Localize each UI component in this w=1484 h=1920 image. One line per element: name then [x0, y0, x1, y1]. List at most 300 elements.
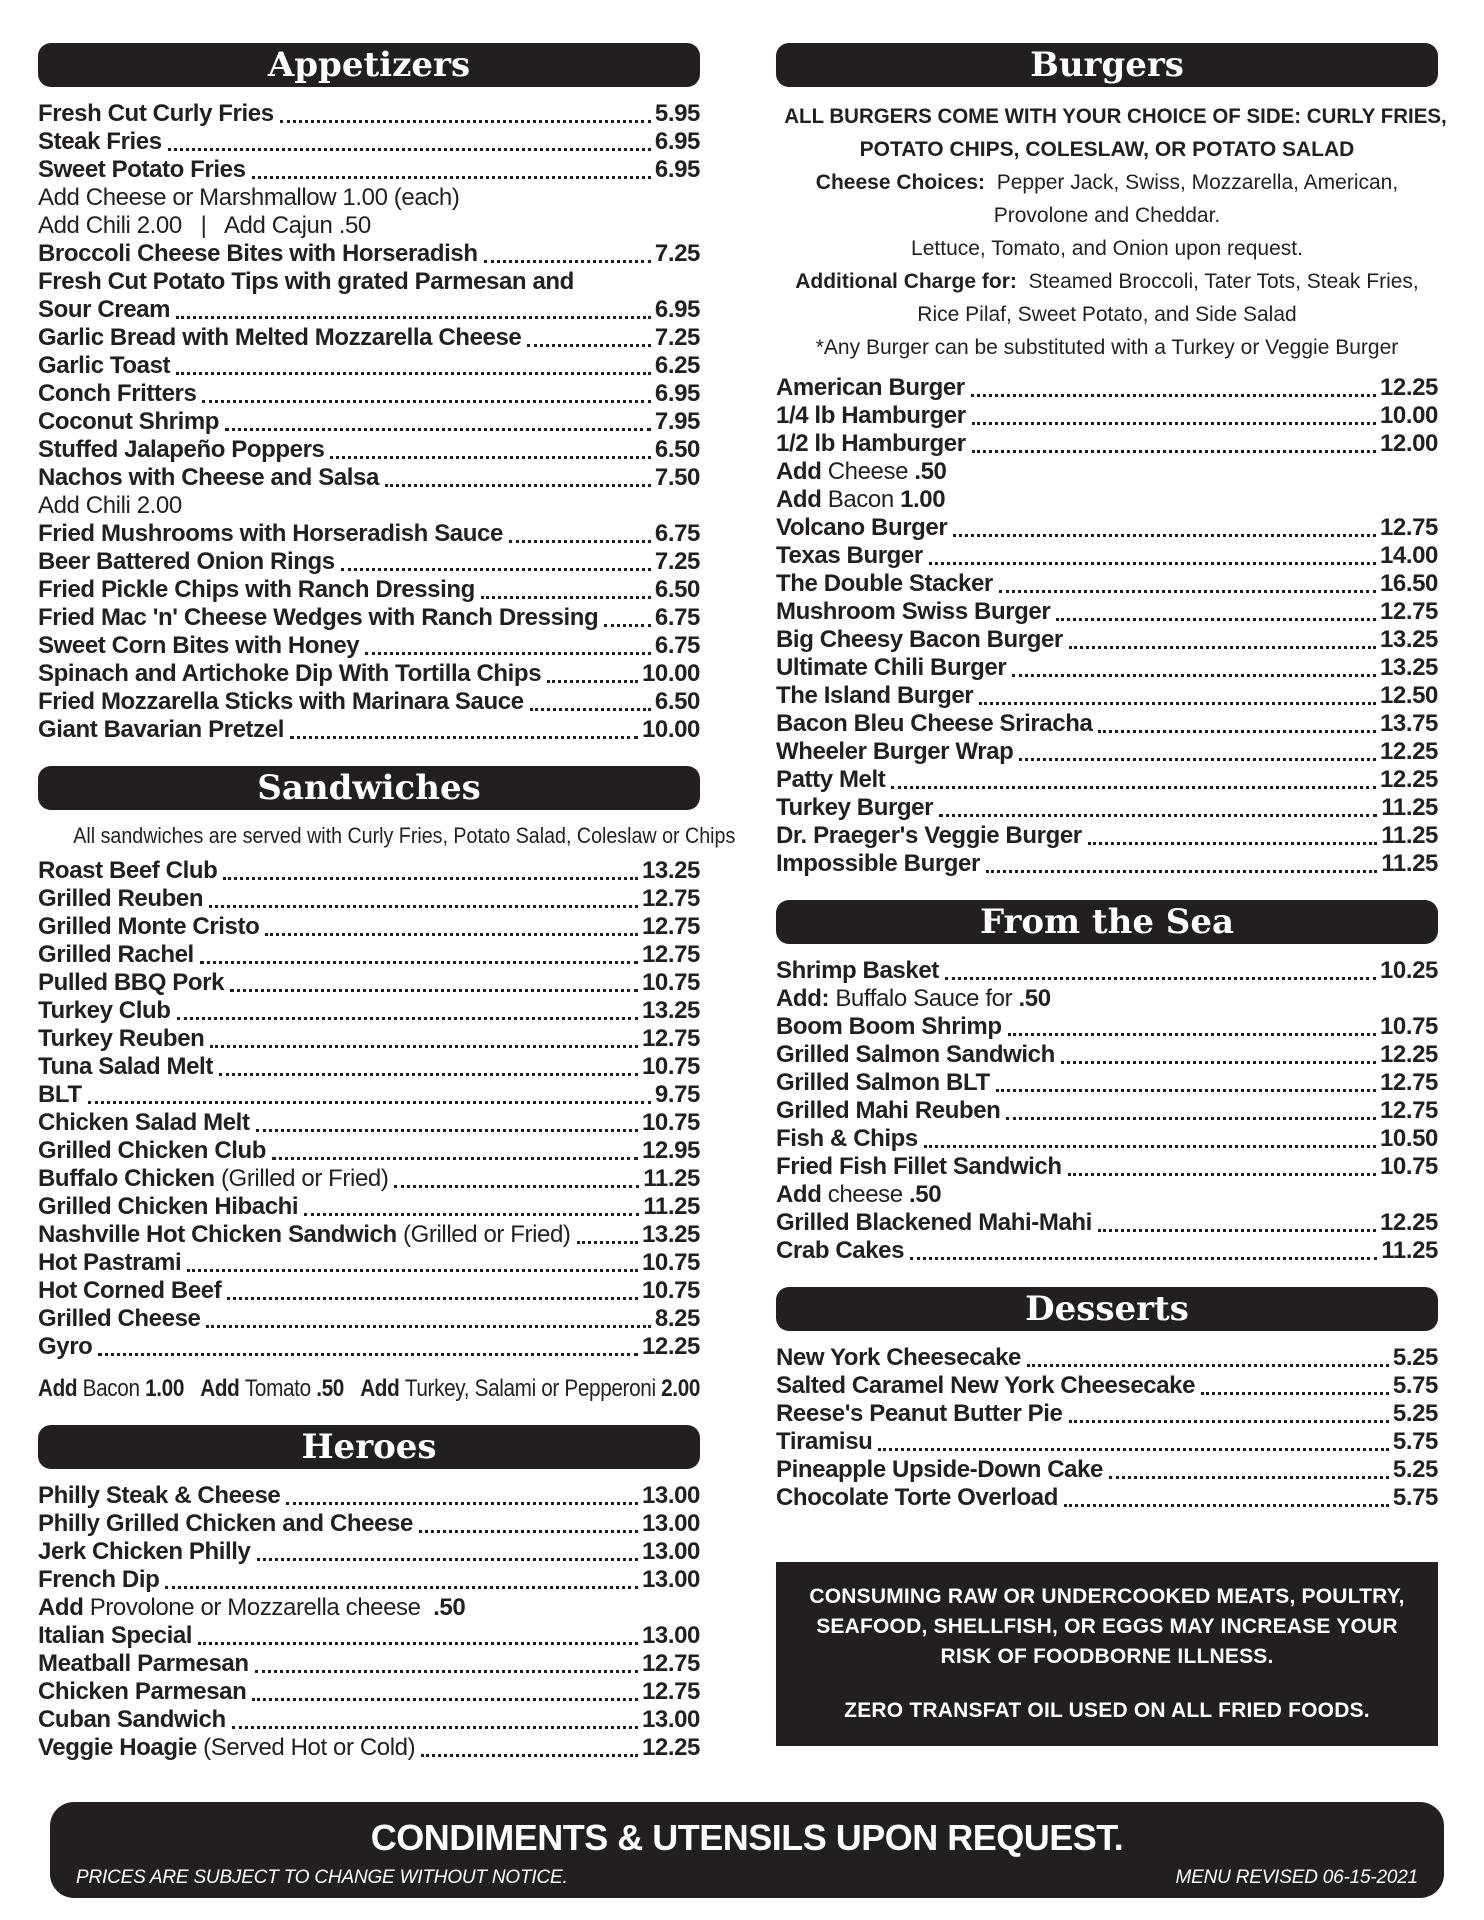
item-name — [38, 997, 171, 1025]
item-price: 13.25 — [1379, 626, 1438, 653]
item-price: 8.25 — [654, 1305, 700, 1332]
dot-leader — [198, 1642, 638, 1645]
menu-item-row — [38, 408, 700, 436]
dot-leader — [419, 1530, 638, 1533]
menu-note-row — [776, 458, 1438, 486]
menu-item-row — [776, 822, 1438, 850]
right-column — [776, 43, 1447, 1762]
item-name — [38, 660, 541, 688]
item-name — [776, 514, 947, 542]
dot-leader — [878, 1448, 1388, 1451]
footer-bar — [50, 1802, 1444, 1898]
item-name — [776, 598, 1050, 626]
dot-leader — [206, 1325, 650, 1328]
item-price: 5.75 — [1392, 1428, 1438, 1455]
text-segment: Hot Corned Beef — [38, 1277, 222, 1304]
item-price: 6.75 — [654, 632, 700, 659]
text-segment: Add: — [776, 985, 836, 1012]
item-price: 12.25 — [1379, 374, 1438, 401]
item-name — [38, 1053, 213, 1081]
item-name — [776, 766, 885, 794]
text-segment: Hot Pastrami — [38, 1249, 182, 1276]
item-name — [38, 1305, 200, 1333]
dot-leader — [272, 1157, 638, 1160]
section-desserts — [776, 1287, 1438, 1512]
menu-item-row — [776, 430, 1438, 458]
menu-item-row — [776, 374, 1438, 402]
dot-leader — [421, 1754, 638, 1757]
section-rows — [38, 100, 700, 744]
menu-item-row — [38, 1109, 700, 1137]
item-name — [776, 1069, 990, 1097]
text-segment: Volcano Burger — [776, 514, 948, 541]
menu-item-row — [776, 1041, 1438, 1069]
item-name — [38, 128, 162, 156]
section-burgers — [776, 43, 1447, 878]
text-segment: Dr. Praeger's Veggie Burger — [776, 822, 1082, 849]
item-price: 6.95 — [654, 380, 700, 407]
item-price: 6.50 — [654, 576, 700, 603]
menu-note-row — [776, 1181, 1438, 1209]
text-segment: Grilled Chicken Hibachi — [38, 1193, 299, 1220]
item-name — [38, 324, 521, 352]
dot-leader — [1109, 1476, 1389, 1479]
item-name — [38, 352, 170, 380]
menu-item-row — [38, 1538, 700, 1566]
menu-item-row — [776, 682, 1438, 710]
menu-item-row — [776, 1209, 1438, 1237]
dot-leader — [394, 1185, 639, 1188]
dot-leader — [265, 933, 638, 936]
dot-leader — [999, 590, 1376, 593]
text-segment: Add Chili 2.00 — [38, 492, 182, 519]
dot-leader — [953, 534, 1376, 537]
menu-item-row — [776, 514, 1438, 542]
notice-line-text: ZERO TRANSFAT OIL USED ON ALL FRIED FOODS. — [844, 1699, 1370, 1722]
item-name — [38, 1109, 250, 1137]
item-name — [776, 1237, 904, 1265]
notice-box — [776, 1562, 1438, 1746]
item-name — [776, 542, 923, 570]
item-name — [38, 969, 224, 997]
dot-leader — [929, 562, 1376, 565]
text-segment: Pineapple Upside-Down Cake — [776, 1456, 1104, 1483]
text-segment: Fresh Cut Potato Tips with grated Parmesan and — [38, 268, 574, 295]
section-sandwiches — [38, 766, 736, 1403]
item-price: 12.75 — [641, 1678, 700, 1705]
item-price: 10.75 — [641, 1053, 700, 1080]
item-name — [38, 296, 170, 324]
menu-item-row — [38, 464, 700, 492]
item-name — [38, 380, 196, 408]
dot-leader — [604, 624, 651, 627]
text-segment: 1/4 lb Hamburger — [776, 402, 966, 429]
info-line-text — [816, 166, 1398, 199]
item-name — [38, 1678, 246, 1706]
item-price: 5.25 — [1392, 1400, 1438, 1427]
section-heroes — [38, 1425, 700, 1762]
item-price: 6.95 — [654, 296, 700, 323]
menu-item-row — [38, 1221, 700, 1249]
item-name — [38, 1538, 251, 1566]
info-line — [776, 199, 1438, 232]
dot-leader — [939, 814, 1377, 817]
section-from-the-sea — [776, 900, 1438, 1265]
menu-note-row — [38, 1375, 700, 1403]
item-name — [38, 1025, 204, 1053]
menu-item-row — [776, 1484, 1438, 1512]
text-segment: .50 — [1018, 985, 1051, 1012]
menu-item-row — [776, 1069, 1438, 1097]
footer-title — [50, 1817, 1444, 1859]
footer-notes — [76, 1867, 1418, 1889]
text-segment: .50 — [316, 1375, 344, 1402]
item-price: 10.75 — [641, 969, 700, 996]
text-segment: Fried Mozzarella Sticks with Marinara Sauce — [38, 688, 524, 715]
item-price: 12.25 — [1379, 766, 1438, 793]
text-segment: The Double Stacker — [776, 570, 993, 597]
text-segment: Tuna Salad Melt — [38, 1053, 213, 1080]
item-name — [38, 1510, 413, 1538]
dot-leader — [924, 1145, 1376, 1148]
info-line — [776, 100, 1447, 133]
menu-item-row — [776, 402, 1438, 430]
dot-leader — [256, 1129, 638, 1132]
text-segment: Beer Battered Onion Rings — [38, 548, 335, 575]
note-text — [776, 458, 947, 486]
dot-leader — [945, 977, 1376, 980]
text-segment: Mushroom Swiss Burger — [776, 598, 1051, 625]
item-name — [38, 1622, 192, 1650]
text-segment: Cheese Choices: — [815, 171, 986, 194]
item-price: 12.00 — [1379, 430, 1438, 457]
text-segment: Broccoli Cheese Bites with Horseradish — [38, 240, 478, 267]
footer-right-note: MENU REVISED 06-15-2021 — [1175, 1867, 1418, 1888]
menu-item-row — [776, 1372, 1438, 1400]
text-segment: The Island Burger — [776, 682, 974, 709]
menu-note-row — [38, 1594, 700, 1622]
text-segment: Impossible Burger — [776, 850, 980, 877]
menu-item-row — [38, 857, 700, 885]
item-price: 6.50 — [654, 688, 700, 715]
section-info — [776, 100, 1447, 364]
text-segment: Buffalo Sauce for — [835, 985, 1019, 1012]
text-segment: Tiramisu — [776, 1428, 873, 1455]
info-line — [776, 133, 1438, 166]
item-price: 12.75 — [641, 1650, 700, 1677]
text-segment: Stuffed Jalapeño Poppers — [38, 436, 325, 463]
item-price: 10.75 — [1379, 1013, 1438, 1040]
menu-item-row — [38, 1025, 700, 1053]
info-line — [776, 298, 1438, 331]
item-name — [38, 100, 274, 128]
item-price: 6.95 — [654, 156, 700, 183]
text-segment: Add — [38, 1375, 83, 1402]
item-price: 5.95 — [654, 100, 700, 127]
item-price: 7.25 — [654, 548, 700, 575]
text-segment: Grilled Cheese — [38, 1305, 201, 1332]
item-price: 12.75 — [641, 913, 700, 940]
item-name — [38, 156, 246, 184]
text-segment: Fresh Cut Curly Fries — [38, 100, 274, 127]
item-name — [776, 1153, 1062, 1181]
dot-leader — [1008, 1033, 1376, 1036]
item-name — [776, 654, 1006, 682]
item-name — [776, 1097, 1000, 1125]
dot-leader — [290, 736, 638, 739]
text-segment: 1/2 lb Hamburger — [776, 430, 966, 457]
dot-leader — [88, 1101, 651, 1104]
item-name — [38, 1165, 388, 1193]
dot-leader — [1098, 730, 1376, 733]
item-name — [38, 1249, 181, 1277]
item-name — [776, 570, 993, 598]
item-price: 7.95 — [654, 408, 700, 435]
text-segment: Pepper Jack, Swiss, Mozzarella, American, — [985, 171, 1399, 194]
notice-line — [800, 1696, 1414, 1726]
text-segment: Turkey Burger — [776, 794, 934, 821]
note-text — [776, 985, 1051, 1013]
dot-leader — [527, 344, 651, 347]
notice-line — [800, 1642, 1414, 1672]
note-text — [38, 268, 574, 296]
section-title: Burgers — [1030, 45, 1184, 85]
section-title: Heroes — [301, 1427, 437, 1467]
menu-item-row — [38, 1566, 700, 1594]
section-rows — [776, 1344, 1438, 1512]
menu-item-row — [776, 1344, 1438, 1372]
info-line — [776, 265, 1438, 298]
dot-leader — [280, 120, 651, 123]
footer-title-text: CONDIMENTS & UTENSILS UPON REQUEST. — [370, 1817, 1124, 1858]
dot-leader — [1068, 1173, 1376, 1176]
text-segment: Tomato — [244, 1375, 317, 1402]
dot-leader — [1012, 674, 1376, 677]
item-price: 10.00 — [641, 716, 700, 743]
item-price: 10.75 — [641, 1249, 700, 1276]
dot-leader — [996, 1089, 1376, 1092]
text-segment: 2.00 — [661, 1375, 701, 1402]
text-segment: Provolone and Cheddar. — [993, 204, 1221, 227]
item-name — [38, 1650, 249, 1678]
menu-item-row — [38, 1081, 700, 1109]
dot-leader — [509, 540, 651, 543]
dot-leader — [230, 989, 638, 992]
menu-item-row — [776, 850, 1438, 878]
item-name — [38, 941, 194, 969]
item-price: 5.75 — [1392, 1484, 1438, 1511]
text-segment: Nashville Hot Chicken Sandwich — [38, 1221, 404, 1248]
item-name — [776, 682, 973, 710]
item-name — [38, 520, 503, 548]
dot-leader — [385, 484, 651, 487]
menu-item-row — [776, 710, 1438, 738]
text-segment: French Dip — [38, 1566, 160, 1593]
text-segment: Fried Mac 'n' Cheese Wedges with Ranch Dressing — [38, 604, 599, 631]
item-price: 13.25 — [641, 1221, 700, 1248]
item-name — [38, 576, 475, 604]
text-segment: Grilled Reuben — [38, 885, 204, 912]
menu-item-row — [776, 738, 1438, 766]
menu-item-row — [38, 941, 700, 969]
menu-note-row — [776, 985, 1438, 1013]
menu-item-row — [38, 604, 700, 632]
dot-leader — [98, 1353, 638, 1356]
dot-leader — [972, 422, 1376, 425]
menu-note-row — [38, 184, 700, 212]
item-name — [38, 688, 524, 716]
item-price: 13.00 — [641, 1538, 700, 1565]
item-name — [38, 240, 478, 268]
section-header — [38, 43, 700, 87]
item-price: 13.00 — [641, 1706, 700, 1733]
section-rows — [776, 957, 1438, 1265]
text-segment: American Burger — [776, 374, 965, 401]
section-header — [776, 1287, 1438, 1331]
info-line-text — [860, 133, 1355, 166]
text-segment: *Any Burger can be substituted with a Turkey or Veggie Burger — [815, 336, 1399, 359]
menu-item-row — [38, 660, 700, 688]
item-name — [776, 374, 965, 402]
dot-leader — [1061, 1061, 1376, 1064]
menu-item-row — [38, 1333, 700, 1361]
item-price: 6.25 — [654, 352, 700, 379]
item-name — [38, 716, 284, 744]
menu-item-row — [776, 1237, 1438, 1265]
note-text — [38, 184, 459, 212]
item-price: 12.25 — [1379, 1041, 1438, 1068]
menu-item-row — [38, 1650, 700, 1678]
menu-item-row — [38, 1277, 700, 1305]
item-name — [38, 1482, 280, 1510]
item-price: 7.25 — [654, 324, 700, 351]
info-line-text — [784, 100, 1447, 133]
notice-paragraph — [800, 1582, 1414, 1672]
dot-leader — [209, 905, 638, 908]
text-segment: (Grilled or Fried) — [403, 1221, 571, 1248]
text-segment: Boom Boom Shrimp — [776, 1013, 1002, 1040]
item-name — [776, 794, 933, 822]
item-name — [38, 1566, 159, 1594]
item-name — [776, 957, 939, 985]
text-segment: Spinach and Artichoke Dip With Tortilla Chips — [38, 660, 542, 687]
item-name — [776, 1400, 1063, 1428]
item-name — [776, 1344, 1021, 1372]
notice-line — [800, 1612, 1414, 1642]
dot-leader — [252, 176, 651, 179]
menu-item-row — [776, 626, 1438, 654]
section-title: From the Sea — [979, 902, 1235, 942]
dot-leader — [577, 1241, 638, 1244]
item-price: 12.75 — [641, 885, 700, 912]
dot-leader — [252, 1698, 638, 1701]
section-header — [776, 43, 1438, 87]
text-segment: Philly Grilled Chicken and Cheese — [38, 1510, 413, 1537]
dot-leader — [484, 260, 651, 263]
item-price: 13.25 — [641, 857, 700, 884]
item-price: 14.00 — [1379, 542, 1438, 569]
item-price: 6.75 — [654, 520, 700, 547]
dot-leader — [223, 877, 638, 880]
item-price: 6.50 — [654, 436, 700, 463]
note-text — [776, 486, 945, 514]
dot-leader — [910, 1257, 1377, 1260]
menu-item-row — [38, 352, 700, 380]
text-segment: Reese's Peanut Butter Pie — [776, 1400, 1063, 1427]
text-segment: Philly Steak & Cheese — [38, 1482, 281, 1509]
text-segment: New York Cheesecake — [776, 1344, 1021, 1371]
dot-leader — [286, 1502, 638, 1505]
text-segment: Cuban Sandwich — [38, 1706, 226, 1733]
item-price: 11.25 — [643, 1193, 700, 1220]
text-segment: Ultimate Chili Burger — [776, 654, 1007, 681]
text-segment: Roast Beef Club — [38, 857, 218, 884]
item-price: 12.75 — [1379, 1097, 1438, 1124]
text-segment: cheese — [827, 1181, 909, 1208]
menu-item-row — [776, 1456, 1438, 1484]
text-segment: Garlic Bread with Melted Mozzarella Cheese — [38, 324, 522, 351]
notice-line-text: SEAFOOD, SHELLFISH, OR EGGS MAY INCREASE YOUR — [816, 1615, 1398, 1638]
item-price: 12.95 — [641, 1137, 700, 1164]
item-name — [38, 1137, 266, 1165]
menu-item-row — [38, 969, 700, 997]
dot-leader — [1201, 1392, 1389, 1395]
item-price: 13.00 — [641, 1566, 700, 1593]
dot-leader — [481, 596, 651, 599]
item-name — [776, 626, 1063, 654]
dot-leader — [202, 400, 650, 403]
text-segment: Sweet Potato Fries — [38, 156, 246, 183]
item-name — [38, 913, 259, 941]
item-price: 12.25 — [641, 1734, 700, 1761]
info-line — [776, 232, 1438, 265]
item-name — [38, 857, 217, 885]
dot-leader — [986, 870, 1377, 873]
text-segment: Patty Melt — [776, 766, 886, 793]
text-segment: Turkey, Salami or Pepperoni — [404, 1375, 662, 1402]
menu-item-row — [776, 654, 1438, 682]
item-name — [38, 1734, 415, 1762]
text-segment: Sour Cream — [38, 296, 171, 323]
text-segment: Big Cheesy Bacon Burger — [776, 626, 1063, 653]
menu-item-row — [776, 1428, 1438, 1456]
text-segment: Wheeler Burger Wrap — [776, 738, 1014, 765]
menu-item-row — [38, 716, 700, 744]
menu-item-row — [38, 1734, 700, 1762]
section-rows — [776, 374, 1438, 878]
item-price: 10.75 — [641, 1109, 700, 1136]
item-name — [776, 1428, 872, 1456]
item-name — [38, 1706, 226, 1734]
item-name — [776, 850, 980, 878]
text-segment: Turkey Club — [38, 997, 171, 1024]
dot-leader — [255, 1670, 638, 1673]
item-name — [38, 885, 203, 913]
item-price: 6.95 — [654, 128, 700, 155]
notice-line-text: CONSUMING RAW OR UNDERCOOKED MEATS, POULTRY, — [809, 1585, 1405, 1608]
text-segment: Texas Burger — [776, 542, 923, 569]
item-price: 10.75 — [641, 1277, 700, 1304]
text-segment: Grilled Blackened Mahi-Mahi — [776, 1209, 1092, 1236]
item-price: 13.00 — [641, 1622, 700, 1649]
item-price: 5.75 — [1392, 1372, 1438, 1399]
menu-item-row — [776, 598, 1438, 626]
menu-item-row — [776, 542, 1438, 570]
item-price: 7.25 — [654, 240, 700, 267]
text-segment: Chicken Salad Melt — [38, 1109, 250, 1136]
item-name — [776, 1484, 1058, 1512]
item-price: 6.75 — [654, 604, 700, 631]
